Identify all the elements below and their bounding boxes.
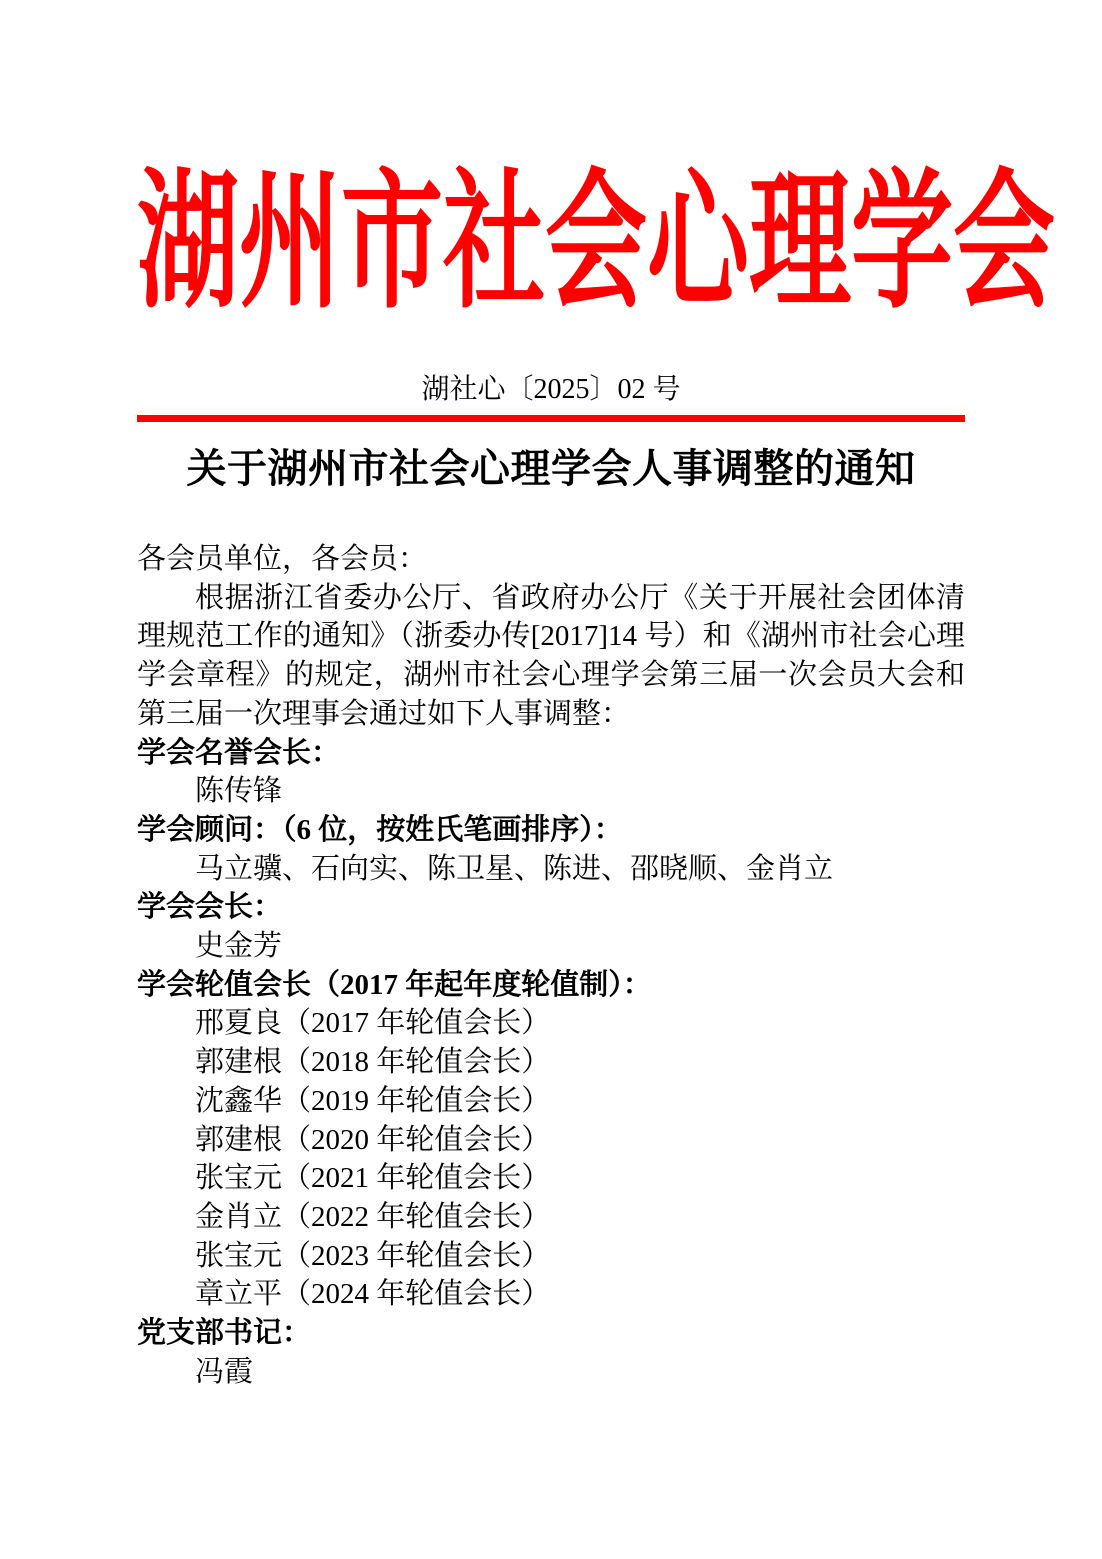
notice-body: [137, 540, 965, 1391]
name-line: 陈传锋: [195, 775, 283, 808]
section-label: 党支部书记：: [137, 1317, 312, 1350]
name-line: 冯霞: [195, 1355, 254, 1388]
name-line: 张宝元（2023 年轮值会长）: [195, 1239, 551, 1272]
org-title: 湖州市社会心理学会: [137, 161, 1055, 328]
doc-number: 湖社心〔2025〕02 号: [421, 374, 681, 405]
name-line: 邢夏良（2017 年轮值会长）: [195, 1007, 551, 1040]
section-label: 学会名誉会长：: [137, 736, 341, 769]
name-line: 马立骥、石向实、陈卫星、陈进、邵晓顺、金肖立: [195, 852, 834, 885]
section-label: 学会顾问：（6 位，按姓氏笔画排序）：: [137, 813, 623, 846]
name-line: 史金芳: [195, 930, 283, 963]
name-line: 金肖立（2022 年轮值会长）: [195, 1200, 551, 1233]
name-line: 沈鑫华（2019 年轮值会长）: [195, 1084, 551, 1117]
name-line: 郭建根（2020 年轮值会长）: [195, 1123, 551, 1156]
section-label: 学会会长：: [137, 891, 283, 924]
salutation-line: 各会员单位，各会员：: [137, 543, 428, 575]
document-content: [0, 161, 1102, 1391]
intro-paragraph: 根据浙江省委办公厅、省政府办公厅《关于开展社会团体清理规范工作的通知》（浙委办传[2017]14 号）和《湖州市社会心理学会章程》的规定，湖州市社会心理学会第三届一次会员大会和第三届一次理事会通过如下人事调整：: [137, 581, 965, 730]
red-divider-rule: [137, 415, 965, 422]
notice-title: 关于湖州市社会心理学会人事调整的通知: [186, 446, 916, 491]
name-line: 章立平（2024 年轮值会长）: [195, 1278, 551, 1311]
name-line: 张宝元（2021 年轮值会长）: [195, 1162, 551, 1195]
name-line: 郭建根（2018 年轮值会长）: [195, 1046, 551, 1079]
section-label: 学会轮值会长（2017 年起年度轮值制）：: [137, 968, 652, 1001]
personnel-sections: [137, 734, 965, 1392]
